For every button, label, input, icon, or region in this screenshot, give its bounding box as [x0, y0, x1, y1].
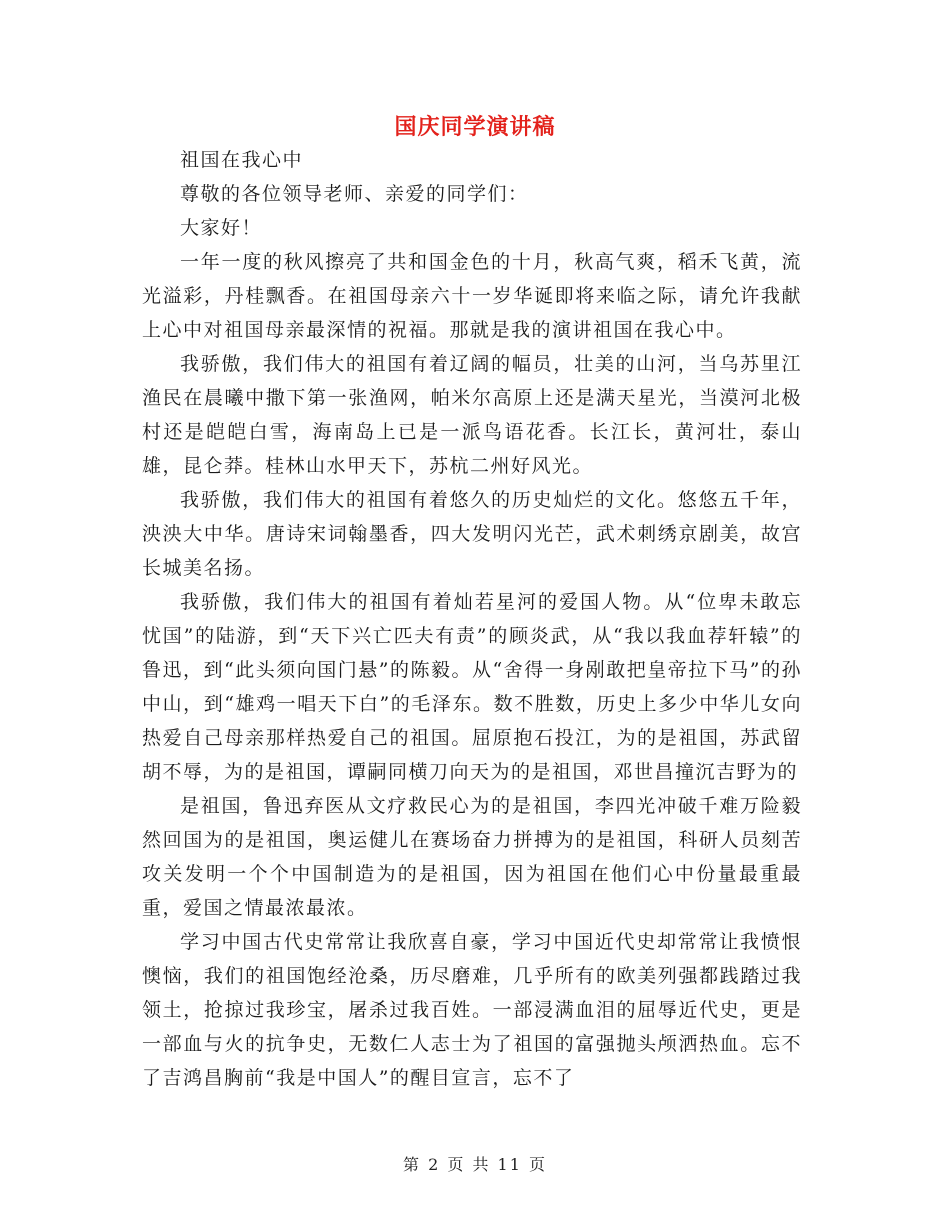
- document-body: [142, 143, 802, 1095]
- paragraph-heading: 祖国在我心中: [180, 149, 304, 171]
- paragraph-salutation: 尊敬的各位领导老师、亲爱的同学们：: [180, 183, 529, 205]
- paragraph-body: 学习中国古代史常常让我欣喜自豪，学习中国近代史却常常让我愤恨懊恼，我们的祖国饱经沧桑，历尽磨难，几乎所有的欧美列强都践踏过我领土，抢掠过我珍宝，屠杀过我百姓。一部浸满血泪的屈辱近代史，更是一部血与火的抗争史，无数仁人志士为了祖国的富强抛头颅洒热血。忘不了吉鸿昌胸前“我是中国人”的醒目宣言，忘不了: [142, 931, 802, 1089]
- paragraph-body: 我骄傲，我们伟大的祖国有着辽阔的幅员，壮美的山河，当乌苏里江渔民在晨曦中撒下第一张渔网，帕米尔高原上还是满天星光，当漠河北极村还是皑皑白雪，海南岛上已是一派鸟语花香。长江长，黄河壮，泰山雄，昆仑莽。桂林山水甲天下，苏杭二州好风光。: [142, 353, 802, 477]
- paragraph-body: 是祖国，鲁迅弃医从文疗救民心为的是祖国，李四光冲破千难万险毅然回国为的是祖国，奥运健儿在赛场奋力拼搏为的是祖国，科研人员刻苦攻关发明一个个中国制造为的是祖国，因为祖国在他们心中份量最重最重，爱国之情最浓最浓。: [142, 795, 802, 919]
- paragraph-body: 我骄傲，我们伟大的祖国有着灿若星河的爱国人物。从“位卑未敢忘忧国”的陆游，到“天下兴亡匹夫有责”的顾炎武，从“我以我血荐轩辕”的鲁迅，到“此头须向国门悬”的陈毅。从“舍得一身剐敢把皇帝拉下马”的孙中山，到“雄鸡一唱天下白”的毛泽东。数不胜数，历史上多少中华儿女向热爱自己母亲那样热爱自己的祖国。屈原抱石投江，为的是祖国，苏武留胡不辱，为的是祖国，谭嗣同横刀向天为的是祖国，邓世昌撞沉吉野为的: [142, 591, 802, 783]
- paragraph-body: 我骄傲，我们伟大的祖国有着悠久的历史灿烂的文化。悠悠五千年，泱泱大中华。唐诗宋词翰墨香，四大发明闪光芒，武术刺绣京剧美，故宫长城美名扬。: [142, 489, 802, 579]
- paragraph-body: 一年一度的秋风擦亮了共和国金色的十月，秋高气爽，稻禾飞黄，流光溢彩，丹桂飘香。在祖国母亲六十一岁华诞即将来临之际，请允许我献上心中对祖国母亲最深情的祝福。那就是我的演讲祖国在我心中。: [142, 251, 802, 341]
- paragraph-greeting: 大家好！: [180, 217, 263, 239]
- document-title: 国庆同学演讲稿: [394, 114, 556, 140]
- page-footer: 第 2 页 共 11 页: [403, 1155, 547, 1174]
